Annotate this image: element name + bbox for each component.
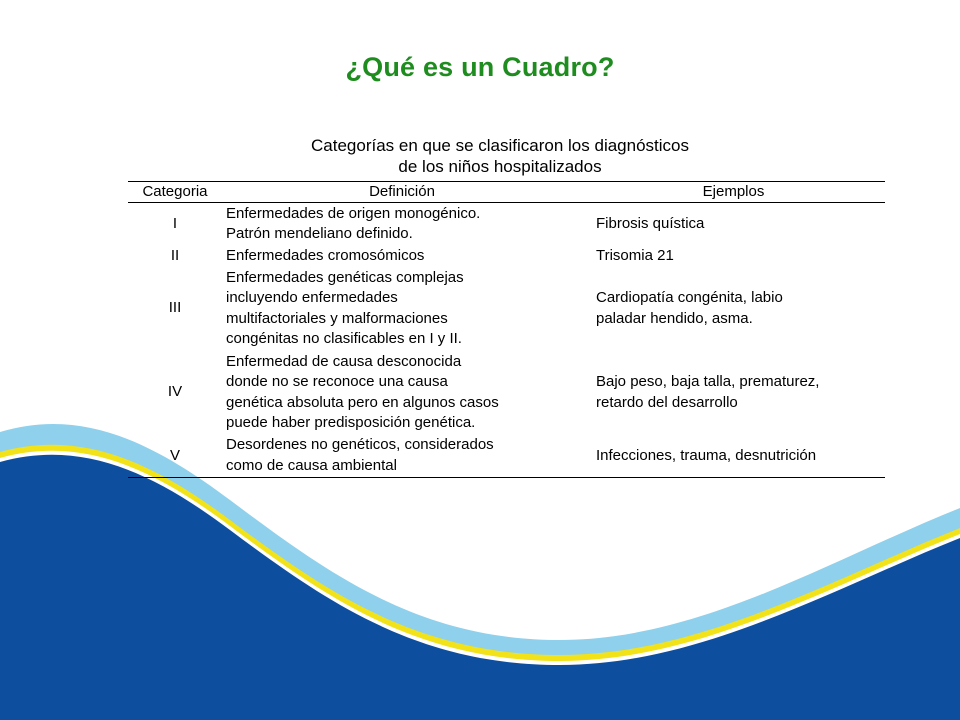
cell-definicion	[222, 267, 582, 351]
header-ejemplos: Ejemplos	[582, 182, 885, 203]
definicion-line: incluyendo enfermedades	[226, 289, 398, 306]
cell-definicion	[222, 246, 582, 267]
ejemplos-line: retardo del desarrollo	[596, 393, 738, 411]
definicion-line: Enfermedades cromosómicos	[226, 246, 425, 264]
definicion-line: como de causa ambiental	[226, 456, 397, 474]
cell-ejemplos	[582, 267, 885, 351]
cell-categoria: III	[168, 299, 182, 317]
ejemplos-line: Fibrosis quística	[596, 215, 705, 232]
definicion-line: genética absoluta pero en algunos casos	[226, 393, 499, 411]
ejemplos-line: paladar hendido, asma.	[596, 309, 753, 327]
header-categoria: Categoria	[128, 182, 222, 203]
table-row	[128, 435, 885, 478]
cell-definicion	[222, 203, 582, 246]
caption-line: de los niños hospitalizados	[398, 157, 602, 176]
table-row	[128, 351, 885, 435]
table-row	[128, 203, 885, 246]
definicion-line: multifactoriales y malformaciones	[226, 309, 448, 327]
definicion-line: Enfermedades genéticas complejas	[226, 268, 464, 286]
ejemplos-line: Trisomia 21	[596, 246, 674, 264]
definicion-line: Enfermedad de causa desconocida	[226, 352, 462, 370]
definicion-line: congénitas no clasificables en I y II.	[226, 330, 462, 347]
ejemplos-line: Infecciones, trauma, desnutrición	[596, 446, 817, 464]
cell-definicion	[222, 351, 582, 435]
table-caption	[200, 135, 800, 177]
cell-ejemplos	[582, 351, 885, 435]
cell-categoria: I	[172, 215, 178, 232]
header-definicion: Definición	[222, 182, 582, 203]
definicion-line: puede haber predisposición genética.	[226, 414, 476, 431]
categories-table	[128, 181, 885, 478]
cell-categoria: IV	[167, 383, 183, 401]
table-header-row	[128, 182, 885, 203]
definicion-line: donde no se reconoce una causa	[226, 373, 448, 390]
ejemplos-line: Bajo peso, baja talla, prematurez,	[596, 373, 820, 390]
caption-line: Categorías en que se clasificaron los diagnósticos	[311, 136, 689, 155]
slide-title: ¿Qué es un Cuadro?	[345, 52, 615, 82]
cell-ejemplos	[582, 203, 885, 246]
cell-categoria: V	[128, 435, 222, 478]
cell-definicion	[222, 435, 582, 478]
definicion-line: Enfermedades de origen monogénico.	[226, 204, 481, 222]
table-row	[128, 246, 885, 267]
cell-ejemplos	[582, 246, 885, 267]
table-row	[128, 267, 885, 351]
definicion-line: Patrón mendeliano definido.	[226, 225, 413, 243]
cell-categoria: II	[170, 246, 180, 264]
cell-ejemplos	[582, 435, 885, 478]
ejemplos-line: Cardiopatía congénita, labio	[596, 289, 783, 306]
definicion-line: Desordenes no genéticos, considerados	[226, 436, 494, 454]
